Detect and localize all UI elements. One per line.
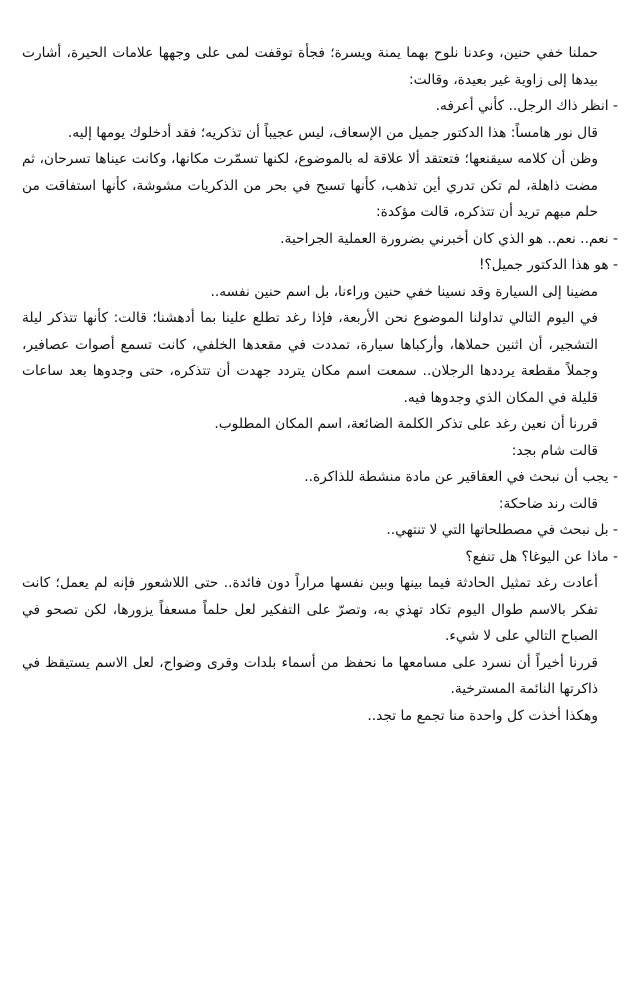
paragraph: وهكذا أخذت كل واحدة منا تجمع ما تجد.. bbox=[367, 707, 598, 724]
paragraph: في اليوم التالي تداولنا الموضوع نحن الأربعة، فإذا رغد تطلع علينا بما أدهشنا؛ قالت: كأنها تتذكر ليلة التشجير، أن اثنين حملاها، وأركباها سيارة، تمددت في مقعدها الخلفي، كانت تسمع أصوات عصافير، وجملاً مقطعة يرددها الرجلان.. سمعت اسم مكان يتردد جهدت أن تتذكره، حتى وجدوها بعد ساعات قليلة في المكان الذي وجدوها فيه. bbox=[22, 310, 598, 406]
paragraph: وظن أن كلامه سيقنعها؛ فتعتقد ألا علاقة له بالموضوع، لكنها تسمّرت مكانها، وكانت عيناها تسرحان، ثم مضت ذاهلة، لم تكن تدري أين تذهب، كأنها تسبح في بحر من الذكريات مشوشة، كأنها استفاقت من حلم مبهم تريد أن تتذكره، قالت مؤكدة: bbox=[22, 151, 598, 220]
paragraph: مضينا إلى السيارة وقد نسينا خفي حنين وراءنا، بل اسم حنين نفسه.. bbox=[210, 283, 598, 300]
paragraph: - انظر ذاك الرجل.. كأني أعرفه. bbox=[435, 98, 618, 114]
paragraph: - هو هذا الدكتور جميل؟! bbox=[478, 257, 618, 273]
paragraph: قالت رند ضاحكة: bbox=[498, 495, 598, 512]
paragraph: حملنا خفي حنين، وعدنا نلوح بهما يمنة ويسرة؛ فجأة توقفت لمى على وجهها علامات الحيرة، أشارت بيدها إلى زاوية غير بعيدة، وقالت: bbox=[22, 45, 598, 88]
paragraph: - نعم.. نعم.. هو الذي كان أخبرني بضرورة العملية الجراحية. bbox=[280, 230, 618, 247]
paragraph: أعادت رغد تمثيل الحادثة فيما بينها وبين نفسها مراراً دون فائدة.. حتى اللاشعور فإنه لم يعمل؛ كانت تفكر بالاسم طوال اليوم تكاد تهذي به، وتصرّ على التفكير لعل حلماً مسعفاً يزورها، لكن تصحو في الصباح التالي على لا شيء. bbox=[22, 575, 598, 644]
paragraph: قال نور هامساً: هذا الدكتور جميل من الإسعاف، ليس عجيباً أن تذكريه؛ فقد أدخلوك يومها إليه. bbox=[67, 124, 598, 141]
paragraph: - ماذا عن اليوغا؟ هل تنفع؟ bbox=[465, 548, 618, 565]
paragraph-list bbox=[22, 40, 618, 729]
paragraph: - يجب أن نبحث في العقاقير عن مادة منشطة للذاكرة.. bbox=[304, 469, 618, 485]
paragraph: قالت شام بجد: bbox=[511, 442, 598, 459]
paragraph: قررنا أن نعين رغد على تذكر الكلمة الضائعة، اسم المكان المطلوب. bbox=[214, 416, 598, 432]
paragraph: - بل نبحث في مصطلحاتها التي لا تنتهي.. bbox=[386, 522, 618, 538]
paragraph: قررنا أخيراً أن نسرد على مسامعها ما نحفظ من أسماء بلدات وقرى وضواح، لعل الاسم يستيقظ في ذاكرتها النائمة المسترخية. bbox=[22, 654, 598, 697]
